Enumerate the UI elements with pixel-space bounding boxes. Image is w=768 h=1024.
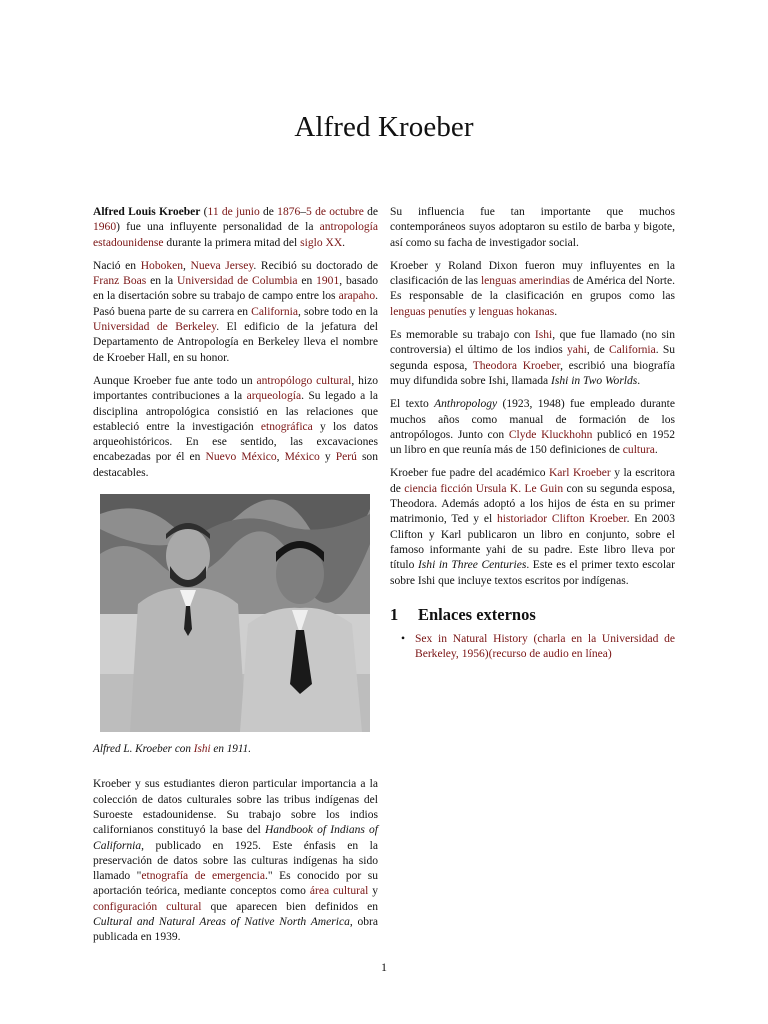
text: , basado en la disertación sobre su trabajo de campo entre los [93,275,379,303]
archaeology-paragraph [93,374,378,481]
right-column [390,205,675,663]
text: , obra publicada en 1939. [93,916,378,944]
page-number: 1 [381,960,387,974]
book-title: Ishi in Three Centuries [417,559,527,572]
link-cultura[interactable]: cultura [622,444,655,457]
link-peru[interactable]: Perú [335,451,357,464]
section-title: Enlaces externos [418,604,536,624]
link-lenguas-penuties[interactable]: lenguas penutíes [390,305,467,318]
family-paragraph [390,466,675,588]
section-number: 1 [390,604,399,624]
link-clifton-kroeber[interactable]: Clifton Kroeber [551,513,627,526]
link-theodora-kroeber[interactable]: Theodora Kroeber [472,359,561,372]
link-1876[interactable]: 1876 [277,206,301,218]
text: , sobre todo en la [297,305,378,318]
text: ( [200,206,208,218]
text: Nació en [93,259,141,272]
text: de América del Norte. Es responsable de la clasificación en grupos como las [390,275,675,303]
link-ursula-le-guin[interactable]: Ursula K. Le Guin [475,482,564,495]
text: – [300,206,307,218]
text: El texto [390,398,435,411]
text: y [319,451,336,464]
book-title: Anthropology [434,398,498,411]
text: , escribió una biografía muy difundida sobre Ishi, llamada [390,359,675,387]
text: . En 2003 Clifton y Karl publicaron un libro en conjunto, sobre el famoso informante yahi de su padre. Este libro lleva por título [390,513,676,572]
text: durante la primera mitad del [163,236,301,249]
book-title: Ishi in Two Worlds [550,374,638,387]
subject-name: Alfred Louis Kroeber [93,206,201,218]
link-lenguas-amerindias[interactable]: lenguas amerindias [480,275,570,288]
link-lenguas-hokanas[interactable]: lenguas hokanas [478,305,555,318]
link-ishi[interactable]: Ishi [534,329,553,342]
text: . [554,305,558,318]
link-california-2[interactable]: California [608,344,656,357]
text: y [466,305,479,318]
book-title: Handbook of Indians of California [93,824,378,852]
text: . Su legado a la disciplina antropológica consistió en las relaciones que estableció entre la investigación [93,390,378,433]
text: y la escritora de [390,467,676,495]
languages-paragraph [390,259,675,320]
text: , hizo importantes contribuciones a la [93,374,378,403]
ishi-paragraph [390,328,675,389]
text: Kroeber y sus estudiantes dieron particular importancia a la colección de datos culturales sobre las tribus indígenas del Suroeste estadounidense. Su trabajo sobre los indios californianos constituyó la base del [93,778,378,837]
link-area-cultural[interactable]: área cultural [309,885,369,898]
link-configuracion-cultural[interactable]: configuración cultural [93,900,202,913]
link-antropologia-estadounidense[interactable]: antropología estadounidense [93,221,378,249]
text: con su segunda esposa, Theodora. Además adoptó a los hijos de ésta en su primer matrimonio, Ted y el [390,482,675,526]
link-etnografia-emergencia[interactable]: etnografía de emergencia [141,870,265,883]
link-etnografica[interactable]: etnográfica [260,420,313,433]
text: , que fue llamado (no sin controversia) el último de los indios [390,329,675,357]
text: y [368,885,379,898]
link-birth-date[interactable]: 11 de junio [207,206,260,218]
text: . El edificio de la jefatura del Departamento de Antropología en Berkeley lleva el nombre de Kroeber Hall, en su honor. [93,321,378,364]
text: . Pasó buena parte de su carrera en [93,290,378,318]
text: en 1911. [210,743,252,756]
section-heading-enlaces [390,604,675,624]
photo-caption [93,742,378,757]
text: ) fue una influyente personalidad de la [116,221,320,234]
link-antropologo-cultural[interactable]: antropólogo cultural [256,374,352,387]
bullet-icon: • [401,633,406,646]
link-clyde-kluckhohn[interactable]: Clyde Kluckhohn [508,428,593,441]
link-1960[interactable]: 1960 [93,221,117,234]
text: Kroeber fue padre del académico [390,467,549,480]
link-mexico[interactable]: México [284,451,320,464]
text: ." Es conocido por su aportación teórica, mediante conceptos como [93,870,378,898]
link-ciencia-ficcion[interactable]: ciencia ficción [404,482,473,495]
list-item [390,632,675,663]
link-historiador[interactable]: historiador [497,513,548,526]
text: de [363,206,378,218]
link-yahi[interactable]: yahi [566,344,587,357]
text: . Su segunda esposa, [390,344,676,372]
text: publicó en 1952 un libro en que reunía más de 150 definiciones de [390,428,675,457]
link-death-date[interactable]: 5 de octubre [306,206,364,218]
photo-illustration [100,494,370,732]
external-links-list [390,632,675,663]
link-arapaho[interactable]: arapaho [338,290,376,303]
link-hoboken[interactable]: Hoboken [140,259,184,272]
link-arqueologia[interactable]: arqueología [246,390,302,403]
link-california[interactable]: California [251,305,298,318]
link-karl-kroeber[interactable]: Karl Kroeber [548,467,611,480]
intro-paragraph [93,205,378,251]
text: de [259,206,278,218]
text: , de [586,344,609,357]
link-sex-in-natural-history[interactable]: Sex in Natural History (charla en la Universidad de Berkeley, 1956)(recurso de audio en línea) [415,633,675,661]
text: . Recibió su doctorado de [253,259,378,272]
page-title: Alfred Kroeber [294,111,474,143]
text: Aunque Kroeber fue ante todo un [93,374,257,387]
text: en la [146,275,177,288]
biography-paragraph [93,259,378,366]
text: . [654,444,658,457]
link-universidad-columbia[interactable]: Universidad de Columbia [176,275,298,288]
text: , [183,259,191,272]
link-1901[interactable]: 1901 [316,275,340,288]
text: , publicado en 1925. Este énfasis en la preservación de datos sobre las culturas indígenas ha sido llamado " [93,839,378,883]
text: (1923, 1948) fue empleado durante muchos años como manual de formación de los antropólogos. Junto con [390,398,676,441]
link-nuevo-mexico[interactable]: Nuevo México [205,451,277,464]
left-column [93,205,378,954]
influence-paragraph: Su influencia fue tan importante que muchos contemporáneos suyos adoptaron su estilo de barba y bigote, así como su facha de investigador social. [390,206,675,249]
text: y los datos arqueohistóricos. En ese sentido, las excavaciones encabezadas por él en [93,420,378,464]
text: . [342,236,346,249]
link-universidad-berkeley[interactable]: Universidad de Berkeley [93,321,217,334]
link-nueva-jersey[interactable]: Nueva Jersey [190,259,254,272]
text: Kroeber y Roland Dixon fueron muy influyentes en la clasificación de las [390,259,675,288]
text: en [297,275,317,288]
text: son destacables. [93,451,378,479]
link-ishi-caption[interactable]: Ishi [193,743,211,756]
text: Alfred L. Kroeber con [93,743,194,756]
text: Es memorable su trabajo con [390,329,535,342]
link-siglo-xx[interactable]: siglo XX [300,236,343,249]
link-franz-boas[interactable]: Franz Boas [93,275,147,288]
text: , [276,451,285,464]
text: que aparecen bien definidos en [201,900,378,913]
anthropology-text-paragraph [390,397,675,458]
text: . Este es el primer texto escolar sobre Ishi que incluye textos escritos por indígenas. [390,559,676,587]
text: . [637,374,641,387]
students-paragraph [93,777,378,945]
book-title: Cultural and Natural Areas of Native North America [93,916,350,929]
kroeber-ishi-photo [100,494,370,732]
